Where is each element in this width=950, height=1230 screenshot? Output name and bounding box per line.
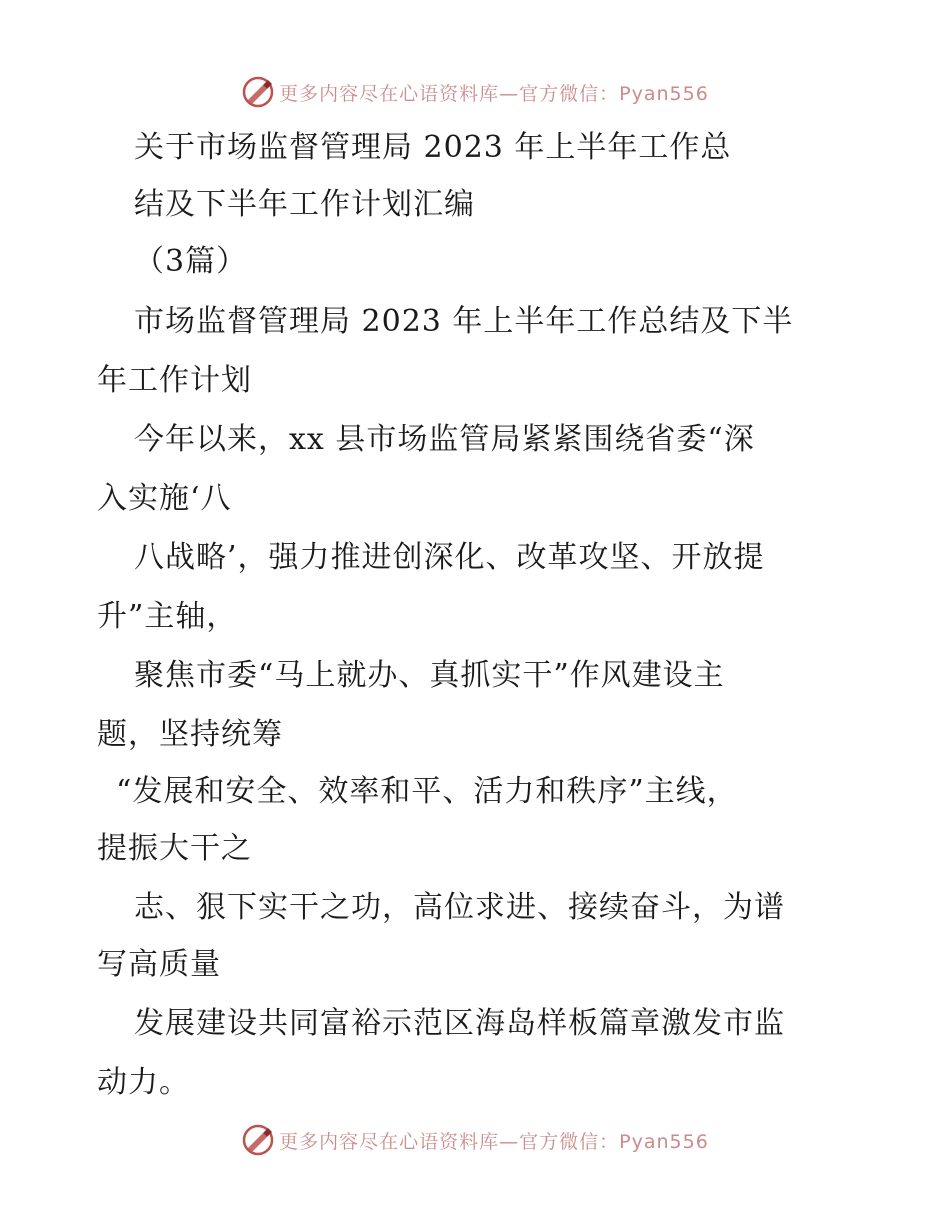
paragraph-line: 题，坚持统筹	[97, 717, 283, 752]
paragraph-line: 动力。	[97, 1065, 190, 1100]
section-heading-line-1: 市场监督管理局 2023 年上半年工作总结及下半	[134, 304, 794, 339]
paragraph-line: 今年以来，xx 县市场监管局紧紧围绕省委“深	[134, 422, 755, 457]
paragraph-line: 发展建设共同富裕示范区海岛样板篇章激发市监	[134, 1006, 785, 1041]
paragraph-line: 聚焦市委“马上就办、真抓实干”作风建设主	[134, 658, 725, 693]
pen-logo-icon	[241, 75, 275, 109]
doc-title-line-2: 结及下半年工作计划汇编	[134, 187, 475, 222]
paragraph-line: 提振大干之	[97, 831, 252, 866]
paragraph-line: 入实施‘八	[97, 481, 232, 516]
doc-title-line-1: 关于市场监督管理局 2023 年上半年工作总	[134, 130, 732, 165]
watermark-banner-top	[0, 72, 950, 112]
pen-logo-icon	[241, 1123, 275, 1157]
watermark-text: 更多内容尽在心语资料库—官方微信：Pyan556	[279, 1130, 709, 1153]
paragraph-line: “发展和安全、效率和平、活力和秩序”主线，	[116, 774, 738, 809]
paragraph-line: 志、狠下实干之功，高位求进、接续奋斗，为谱	[134, 890, 785, 925]
paragraph-line: 八战略’，强力推进创深化、改革攻坚、开放提	[134, 540, 765, 575]
watermark-banner-bottom	[0, 1120, 950, 1160]
watermark-text: 更多内容尽在心语资料库—官方微信：Pyan556	[279, 82, 709, 105]
paragraph-line: 写高质量	[97, 947, 221, 982]
paragraph-line: 升”主轴，	[97, 599, 238, 634]
section-heading-line-2: 年工作计划	[97, 363, 252, 398]
doc-title-count: （3篇）	[134, 244, 248, 279]
